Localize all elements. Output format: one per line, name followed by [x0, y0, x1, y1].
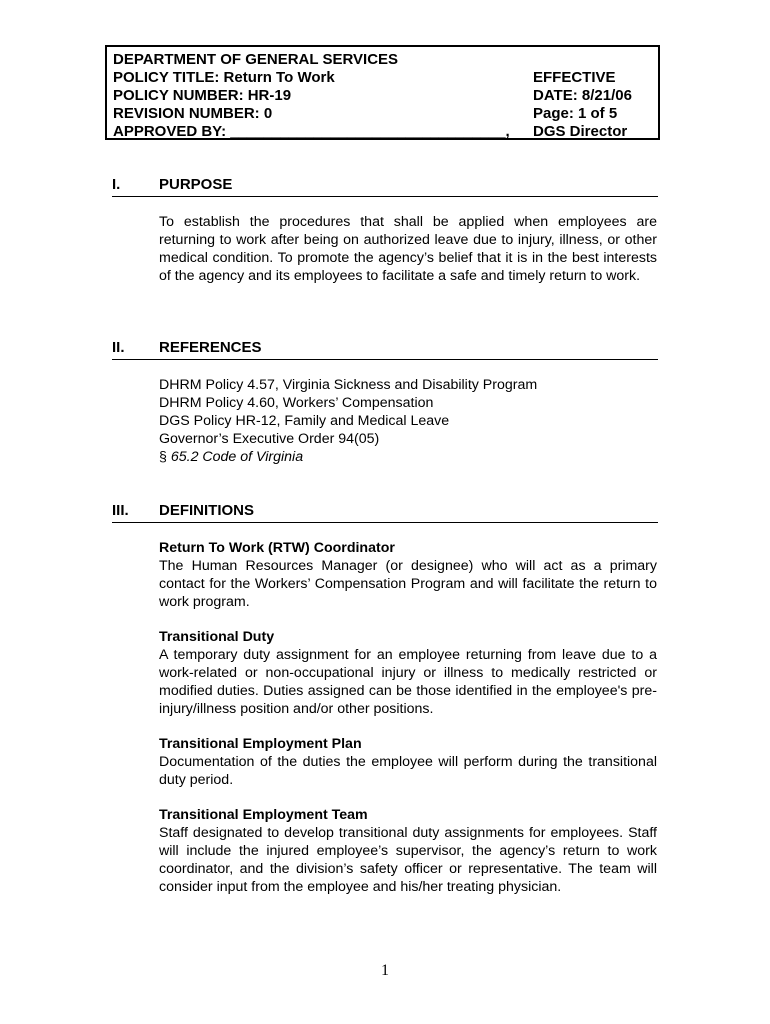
approver-title: DGS Director	[533, 123, 628, 140]
section-number: III.	[112, 502, 129, 519]
section-heading	[112, 339, 658, 360]
code-of-virginia: 65.2 Code of Virginia	[170, 449, 304, 465]
purpose-text: To establish the procedures that shall be applied when employees are returning to work after being on authorized leave due to injury, illness, or other medical condition. To promote the agency’s belief that it is in the best interests of the agency and its employees to facilitate a safe and timely return to work.	[159, 214, 657, 284]
section-references	[112, 339, 658, 360]
reference-item-code	[159, 448, 657, 466]
definition-term: Transitional Employment Team	[159, 807, 368, 823]
definition-term: Transitional Employment Plan	[159, 736, 362, 752]
section-title: DEFINITIONS	[159, 502, 255, 519]
reference-item: Governor’s Executive Order 94(05)	[159, 431, 380, 447]
department-name: DEPARTMENT OF GENERAL SERVICES	[113, 51, 399, 68]
effective-label: EFFECTIVE	[533, 69, 616, 86]
policy-title: POLICY TITLE: Return To Work	[113, 69, 335, 86]
definition-item	[159, 735, 657, 789]
page-number: 1	[381, 962, 389, 979]
policy-number: POLICY NUMBER: HR-19	[113, 87, 292, 104]
revision-number: REVISION NUMBER: 0	[113, 105, 273, 122]
references-list	[159, 376, 657, 466]
reference-item: DGS Policy HR-12, Family and Medical Leave	[159, 413, 450, 429]
definition-item	[159, 539, 657, 611]
reference-item: DHRM Policy 4.60, Workers’ Compensation	[159, 395, 434, 411]
section-symbol: §	[159, 449, 171, 465]
section-title: REFERENCES	[159, 339, 262, 356]
definition-term: Transitional Duty	[159, 629, 275, 645]
section-purpose	[112, 176, 658, 197]
reference-item: DHRM Policy 4.57, Virginia Sickness and Disability Program	[159, 377, 538, 393]
section-number: I.	[112, 176, 121, 193]
definition-item	[159, 628, 657, 718]
definition-text: A temporary duty assignment for an employee returning from leave due to a work-related or non-occupational injury or illness to medically restricted or modified duties. Duties assigned can be those identified in the employee's pre-injury/illness position and/or other positions.	[159, 647, 657, 717]
section-heading	[112, 176, 658, 197]
section-definitions	[112, 502, 658, 523]
definition-item	[159, 806, 657, 896]
definition-term: Return To Work (RTW) Coordinator	[159, 540, 395, 556]
section-heading	[112, 502, 658, 523]
approved-by: APPROVED BY: _________________________________,	[113, 123, 510, 140]
section-number: II.	[112, 339, 125, 356]
definition-text: Documentation of the duties the employee will perform during the transitional duty period.	[159, 754, 657, 788]
definition-text: The Human Resources Manager (or designee) who will act as a primary contact for the Workers’ Compensation Program and will facilitate the return to work program.	[159, 558, 657, 610]
definition-text: Staff designated to develop transitional duty assignments for employees. Staff will include the injured employee’s supervisor, the agency’s return to work coordinator, and the division’s safety officer or representative. The team will consider input from the employee and his/her treating physician.	[159, 825, 657, 895]
section-title: PURPOSE	[159, 176, 233, 193]
page-count: Page: 1 of 5	[533, 105, 618, 122]
effective-date: DATE: 8/21/06	[533, 87, 632, 104]
